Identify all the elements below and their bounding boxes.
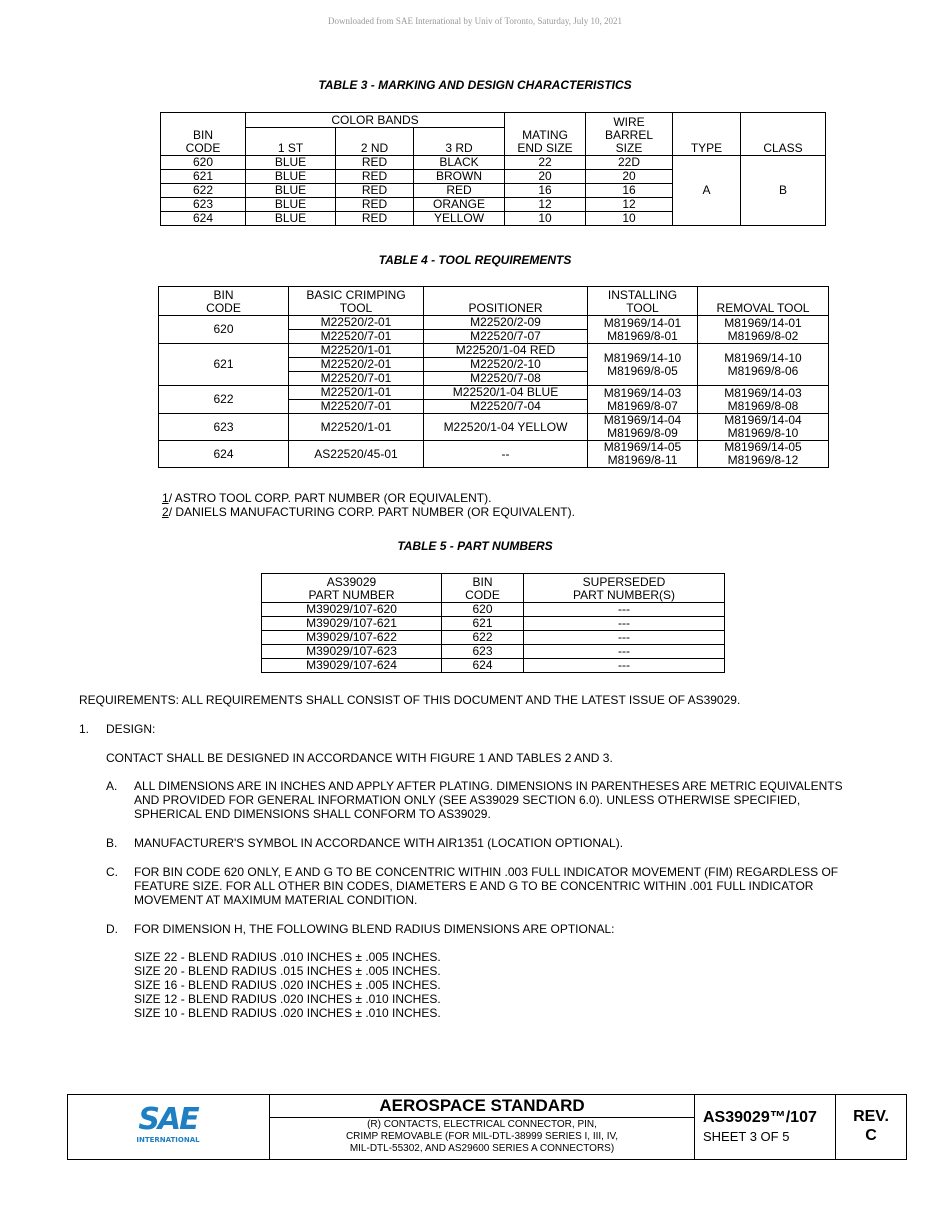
- table4-cell: M81969/14-10 M81969/8-05: [588, 344, 698, 386]
- table4-cell: M22520/7-01: [289, 330, 424, 344]
- standard-title: AEROSPACE STANDARD: [270, 1095, 694, 1118]
- standard-description: (R) CONTACTS, ELECTRICAL CONNECTOR, PIN, CRIMP REMOVABLE (FOR MIL-DTL-38999 SERIES I, III, IV, MIL-DTL-55302, AND AS29600 SERIES A CONNECTORS): [345, 1119, 619, 1154]
- sae-logo: [128, 1102, 208, 1145]
- table3-cell: 621: [161, 170, 246, 184]
- table4-bin-624: 624: [159, 441, 289, 468]
- table3-cell: 22: [505, 156, 586, 170]
- sae-logo-mark: SAE: [138, 1102, 198, 1137]
- design-item-c-text: FOR BIN CODE 620 ONLY, E AND G TO BE CONCENTRIC WITHIN .003 FULL INDICATOR MOVEMENT (FIM) REGARDLESS OF FEATURE SIZE. FOR ALL OTHER BIN CODES, DIAMETERS E AND G TO BE CONCENTRIC WITHIN .001 FULL INDICATOR MOVEMENT AT MAXIMUM MATERIAL CONDITION.: [134, 865, 839, 907]
- logo-cell: [68, 1095, 270, 1159]
- table4-bin-623: 623: [159, 414, 289, 441]
- table4-cell: M22520/1-01: [289, 386, 424, 400]
- table3-cell: 20: [505, 170, 586, 184]
- sheet-number: SHEET 3 OF 5: [703, 1129, 790, 1144]
- table4-cell: M81969/14-04 M81969/8-09: [588, 414, 698, 441]
- table5-cell: M39029/107-624: [262, 659, 442, 673]
- table4-cell: M22520/2-10: [424, 358, 588, 372]
- table4-cell: M81969/14-03 M81969/8-07: [588, 386, 698, 414]
- title-block: [67, 1094, 907, 1160]
- table4-header-bin: BIN CODE: [159, 287, 289, 316]
- table3-cell: RED: [336, 170, 414, 184]
- table3: [160, 112, 826, 226]
- table3-cell: 16: [586, 184, 673, 198]
- table4-cell: M81969/14-03 M81969/8-08: [698, 386, 829, 414]
- table5-cell: ---: [524, 617, 725, 631]
- table4-cell: M22520/1-01: [289, 344, 424, 358]
- table4-cell: M22520/1-04 RED: [424, 344, 588, 358]
- table4-cell: M22520/1-04 YELLOW: [424, 414, 588, 441]
- table-row: [159, 316, 829, 330]
- table3-header-bin: BIN CODE: [161, 113, 246, 156]
- sae-logo-subtext: INTERNATIONAL: [136, 1136, 200, 1144]
- table3-header-mating: MATING END SIZE: [505, 113, 586, 156]
- list-item: SIZE 12 - BLEND RADIUS .020 INCHES ± .010 INCHES.: [134, 992, 441, 1006]
- table-row: [262, 603, 725, 617]
- requirements-statement: REQUIREMENTS: ALL REQUIREMENTS SHALL CONSIST OF THIS DOCUMENT AND THE LATEST ISSUE OF AS39029.: [79, 693, 741, 707]
- table4-note-1: 1/ ASTRO TOOL CORP. PART NUMBER (OR EQUIVALENT).: [162, 491, 492, 505]
- table3-header-3rd: 3 RD: [414, 128, 505, 156]
- table3-cell: 16: [505, 184, 586, 198]
- table3-cell: BROWN: [414, 170, 505, 184]
- table-row: [159, 386, 829, 400]
- table3-cell: 10: [505, 212, 586, 226]
- table3-header-2nd: 2 ND: [336, 128, 414, 156]
- design-item-b-text: MANUFACTURER'S SYMBOL IN ACCORDANCE WITH AIR1351 (LOCATION OPTIONAL).: [134, 836, 624, 850]
- table3-cell: RED: [336, 156, 414, 170]
- doc-number-cell: [695, 1095, 836, 1159]
- design-item-d-text: FOR DIMENSION H, THE FOLLOWING BLEND RADIUS DIMENSIONS ARE OPTIONAL:: [134, 922, 615, 936]
- table4-cell: --: [424, 441, 588, 468]
- table4-header-installing: INSTALLING TOOL: [588, 287, 698, 316]
- table4-cell: M22520/7-07: [424, 330, 588, 344]
- rev-label: REV.: [853, 1108, 889, 1125]
- table5: [261, 573, 725, 673]
- table5-cell: 622: [442, 631, 524, 645]
- table-row: [262, 631, 725, 645]
- design-item-d-letter: D.: [106, 922, 118, 936]
- table4-cell: AS22520/45-01: [289, 441, 424, 468]
- table4-cell: M22520/1-01: [289, 414, 424, 441]
- design-item-a-text: ALL DIMENSIONS ARE IN INCHES AND APPLY AFTER PLATING. DIMENSIONS IN PARENTHESES ARE METRIC EQUIVALENTS AND PROVIDED FOR GENERAL INFORMATION ONLY (SEE AS39029 SECTION 6.0). UNLESS OTHERWISE SPECIFIED, SPHERICAL END DIMENSIONS SHALL CONFORM TO AS39029.: [134, 779, 843, 821]
- table4-bin-622: 622: [159, 386, 289, 414]
- table3-cell: 624: [161, 212, 246, 226]
- design-item-c-letter: C.: [106, 865, 118, 879]
- table-row: [262, 617, 725, 631]
- table-row: [159, 441, 829, 468]
- table5-cell: 623: [442, 645, 524, 659]
- table5-cell: 624: [442, 659, 524, 673]
- design-item-a-letter: A.: [106, 779, 118, 793]
- table4-cell: M22520/2-09: [424, 316, 588, 330]
- table4-cell: M81969/14-01 M81969/8-01: [588, 316, 698, 344]
- table4-header-removal: REMOVAL TOOL: [698, 287, 829, 316]
- table3-cell: BLUE: [246, 156, 336, 170]
- table3-header-type: TYPE: [673, 113, 741, 156]
- table5-cell: ---: [524, 603, 725, 617]
- table3-type-value: A: [673, 156, 741, 226]
- table3-cell: 22D: [586, 156, 673, 170]
- table3-cell: BLACK: [414, 156, 505, 170]
- standard-cell: [270, 1095, 695, 1159]
- doc-number: AS39029™/107: [703, 1109, 817, 1126]
- table5-cell: M39029/107-620: [262, 603, 442, 617]
- table4-bin-620: 620: [159, 316, 289, 344]
- table5-cell: ---: [524, 645, 725, 659]
- table4-header-positioner: POSITIONER: [424, 287, 588, 316]
- list-item: SIZE 20 - BLEND RADIUS .015 INCHES ± .005 INCHES.: [134, 964, 441, 978]
- table3-cell: ORANGE: [414, 198, 505, 212]
- blend-radius-list: [134, 950, 441, 1020]
- table5-cell: M39029/107-623: [262, 645, 442, 659]
- table-row: [262, 645, 725, 659]
- table3-cell: BLUE: [246, 184, 336, 198]
- table3-cell: BLUE: [246, 212, 336, 226]
- table3-cell: 620: [161, 156, 246, 170]
- table4-cell: M22520/7-01: [289, 372, 424, 386]
- table3-cell: 622: [161, 184, 246, 198]
- table3-cell: RED: [336, 198, 414, 212]
- table5-cell: ---: [524, 659, 725, 673]
- table5-header-superseded: SUPERSEDED PART NUMBER(S): [524, 574, 725, 603]
- table3-cell: 12: [586, 198, 673, 212]
- list-item: SIZE 16 - BLEND RADIUS .020 INCHES ± .005 INCHES.: [134, 978, 441, 992]
- table3-class-value: B: [741, 156, 826, 226]
- table3-cell: 10: [586, 212, 673, 226]
- table5-header-bin: BIN CODE: [442, 574, 524, 603]
- table3-title: TABLE 3 - MARKING AND DESIGN CHARACTERISTICS: [318, 78, 632, 92]
- table4-cell: M81969/14-05 M81969/8-12: [698, 441, 829, 468]
- table4-title: TABLE 4 - TOOL REQUIREMENTS: [378, 253, 572, 267]
- table4-cell: M22520/2-01: [289, 316, 424, 330]
- design-item-b-letter: B.: [106, 836, 118, 850]
- table3-cell: 12: [505, 198, 586, 212]
- table3-header-wire: WIRE BARREL SIZE: [586, 113, 673, 156]
- table4-cell: M22520/7-04: [424, 400, 588, 414]
- table3-header-color-bands: COLOR BANDS: [246, 113, 505, 128]
- list-item: SIZE 22 - BLEND RADIUS .010 INCHES ± .005 INCHES.: [134, 950, 441, 964]
- table5-cell: M39029/107-622: [262, 631, 442, 645]
- table5-cell: 621: [442, 617, 524, 631]
- table4-cell: M22520/1-04 BLUE: [424, 386, 588, 400]
- table5-title: TABLE 5 - PART NUMBERS: [397, 539, 553, 553]
- table4-cell: M81969/14-05 M81969/8-11: [588, 441, 698, 468]
- table-row: [159, 414, 829, 441]
- table4: [158, 286, 829, 468]
- table4-note-2: 2/ DANIELS MANUFACTURING CORP. PART NUMBER (OR EQUIVALENT).: [162, 505, 575, 519]
- table5-header-part: AS39029 PART NUMBER: [262, 574, 442, 603]
- table3-cell: 20: [586, 170, 673, 184]
- download-notice: Downloaded from SAE International by Univ of Toronto, Saturday, July 10, 2021: [327, 16, 623, 26]
- table5-cell: ---: [524, 631, 725, 645]
- table4-cell: M81969/14-01 M81969/8-02: [698, 316, 829, 344]
- revision-cell: [836, 1095, 906, 1159]
- table3-cell: RED: [336, 184, 414, 198]
- table3-cell: BLUE: [246, 170, 336, 184]
- table3-cell: YELLOW: [414, 212, 505, 226]
- table-row: [159, 344, 829, 358]
- table4-cell: M22520/7-08: [424, 372, 588, 386]
- table4-cell: M81969/14-04 M81969/8-10: [698, 414, 829, 441]
- design-number: 1.: [79, 722, 90, 736]
- table4-cell: M22520/7-01: [289, 400, 424, 414]
- table-row: [161, 156, 826, 170]
- table3-header-class: CLASS: [741, 113, 826, 156]
- table3-cell: 623: [161, 198, 246, 212]
- table3-header-1st: 1 ST: [246, 128, 336, 156]
- design-heading: DESIGN:: [106, 722, 156, 736]
- table5-cell: 620: [442, 603, 524, 617]
- table3-cell: BLUE: [246, 198, 336, 212]
- table3-cell: RED: [336, 212, 414, 226]
- table4-cell: M22520/2-01: [289, 358, 424, 372]
- design-intro: CONTACT SHALL BE DESIGNED IN ACCORDANCE WITH FIGURE 1 AND TABLES 2 AND 3.: [106, 751, 613, 765]
- table3-cell: RED: [414, 184, 505, 198]
- table-row: [262, 659, 725, 673]
- table4-header-crimp: BASIC CRIMPING TOOL: [289, 287, 424, 316]
- table4-bin-621: 621: [159, 344, 289, 386]
- table4-cell: M81969/14-10 M81969/8-06: [698, 344, 829, 386]
- list-item: SIZE 10 - BLEND RADIUS .020 INCHES ± .010 INCHES.: [134, 1006, 441, 1020]
- rev-value: C: [865, 1127, 877, 1144]
- table5-cell: M39029/107-621: [262, 617, 442, 631]
